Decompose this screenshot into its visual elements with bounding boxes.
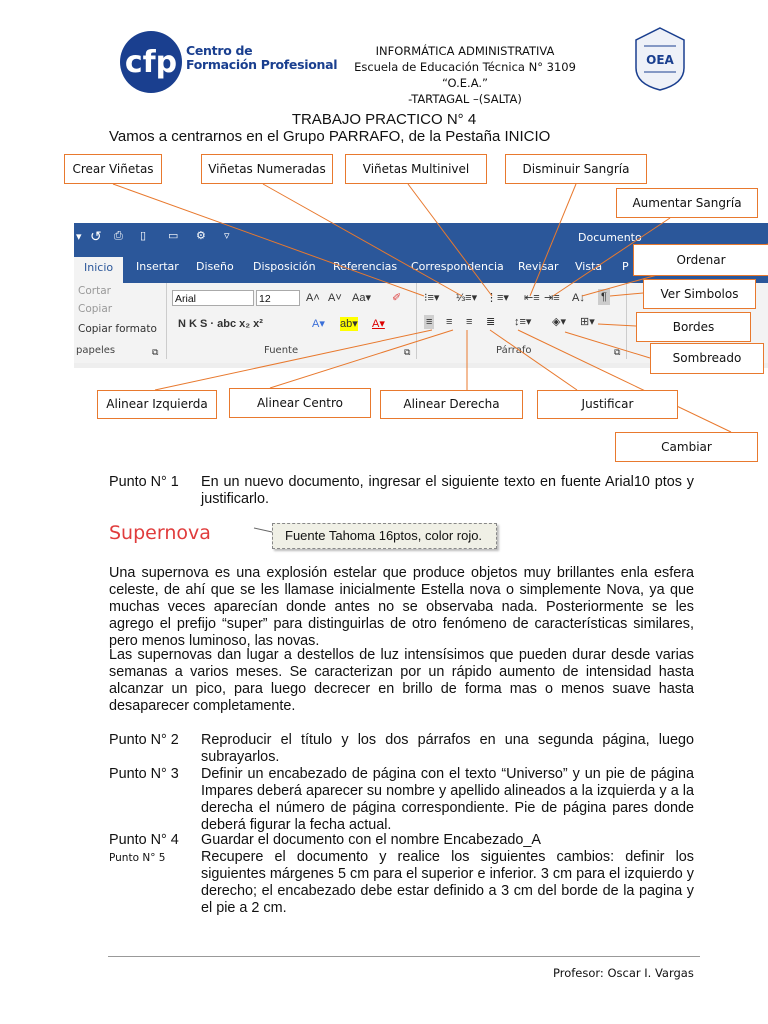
punto3-label: Punto N° 3	[109, 766, 179, 782]
multilevel-icon: ⋮≡▾	[486, 292, 509, 304]
callout-bordes: Bordes	[636, 312, 751, 342]
page-title: TRABAJO PRACTICO N° 4	[291, 111, 477, 128]
footer-divider	[108, 956, 700, 957]
borders-icon: ⊞▾	[580, 316, 595, 328]
group-parrafo-label: Párrafo	[496, 345, 532, 356]
svg-text:OEA: OEA	[646, 53, 674, 67]
font-name-combo: Arial	[172, 290, 254, 306]
punto2-text: Reproducir el título y los dos párrafos en una segunda página, luego subrayarlos.	[201, 732, 694, 765]
dialog-launcher-icon: ⧉	[152, 347, 159, 357]
callout-crear-vinetas: Crear Viñetas	[64, 154, 162, 184]
grow-font-icon: A˄	[306, 292, 320, 304]
shrink-font-icon: A˅	[328, 292, 342, 304]
callout-sombreado: Sombreado	[650, 343, 764, 374]
punto5-text: Recupere el documento y realice los siguientes cambios: definir los siguientes márgenes 5 cm para el superior e inferior. 3 cm para el izquierdo y derecho; el encabezado debe estar definido a 3 cm del borde de la pagina y el pie a 2 cm.	[201, 849, 694, 916]
callout-cambiar: Cambiar	[615, 432, 758, 462]
print-preview-icon: ⎙	[114, 230, 123, 242]
bullets-icon: ⁝≡▾	[424, 292, 440, 304]
supernova-format-note: Fuente Tahoma 16ptos, color rojo.	[272, 523, 497, 549]
callout-vinetas-numeradas: Viñetas Numeradas	[201, 154, 333, 184]
tab-diseno: Diseño	[196, 260, 234, 273]
clear-format-icon: ✐	[392, 292, 402, 304]
callout-ordenar: Ordenar	[633, 244, 768, 276]
tab-inicio: Inicio	[74, 257, 123, 283]
line-bordes	[598, 324, 636, 326]
callout-vinetas-multinivel: Viñetas Multinivel	[345, 154, 487, 184]
copiar-label: Copiar	[78, 303, 113, 315]
align-right-icon: ≡	[466, 316, 473, 328]
callout-alinear-derecha: Alinear Derecha	[380, 390, 523, 419]
new-document-icon: ▯	[140, 230, 147, 242]
callout-ver-simbolos: Ver Simbolos	[643, 279, 756, 309]
callout-disminuir-sangria: Disminuir Sangría	[505, 154, 647, 184]
logo-text: Centro de Formación Profesional	[186, 43, 338, 72]
line-crear-vinetas	[113, 184, 424, 296]
tab-insertar: Insertar	[136, 260, 179, 273]
font-launcher-icon: ⧉	[404, 347, 411, 357]
tab-correspondencia: Correspondencia	[411, 260, 504, 273]
line-simbolos	[610, 293, 643, 296]
punto1-text: En un nuevo documento, ingresar el siguiente texto en fuente Arial10 ptos y justificarlo.	[201, 474, 694, 507]
tab-disposicion: Disposición	[253, 260, 316, 273]
more-icon: ▿	[224, 230, 230, 242]
callout-justificar: Justificar	[537, 390, 678, 419]
shading-icon: ◈▾	[552, 316, 566, 328]
line-disminuir	[530, 184, 576, 296]
save-icon: ▾	[76, 231, 82, 243]
tab-revisar: Revisar	[518, 260, 559, 273]
sort-icon: A↓	[572, 292, 585, 304]
text-effects-icon: A▾	[312, 318, 325, 330]
punto1-label: Punto N° 1	[109, 474, 179, 490]
document-name: Documento	[578, 231, 642, 244]
change-case-icon: Aa▾	[352, 292, 371, 304]
justify-icon: ≣	[486, 316, 496, 328]
callout-alinear-izquierda: Alinear Izquierda	[97, 390, 217, 419]
punto2-label: Punto N° 2	[109, 732, 179, 748]
copiar-formato-label: Copiar formato	[78, 323, 157, 335]
group-fuente-label: Fuente	[264, 345, 299, 356]
callout-aumentar-sangria: Aumentar Sangría	[616, 188, 758, 218]
numbering-icon: ⅓≡▾	[456, 292, 478, 304]
customize-icon: ⚙	[196, 230, 206, 242]
tab-vista: Vista	[575, 260, 603, 273]
align-center-icon: ≡	[446, 316, 453, 328]
punto4-label: Punto N° 4	[109, 832, 179, 848]
line-numeradas	[263, 184, 462, 296]
tab-referencias: Referencias	[333, 260, 398, 273]
open-folder-icon: ▭	[168, 230, 179, 242]
line-spacing-icon: ↕≡▾	[514, 316, 532, 328]
callout-alinear-centro: Alinear Centro	[229, 388, 371, 418]
cortar-label: Cortar	[78, 285, 111, 297]
redo-icon: ↺	[90, 228, 102, 244]
supernova-title: Supernova	[109, 522, 211, 544]
paragraph-1: Una supernova es una explosión estelar que produce objetos muy brillantes enla esfera celeste, de ahí que se les llamase inicialmente Estella nova o simplemente Nova, ya que muchas veces aparecían donde antes no se observaba nada. Posteriormente se les agrego el prefijo “super” para distinguirlas de otro fenómeno de características similares, pero menos luminoso, las novas.	[109, 565, 694, 649]
align-left-icon: ≡	[426, 316, 433, 328]
school-header: INFORMÁTICA ADMINISTRATIVA Escuela de Educación Técnica N° 3109 “O.E.A.” -TARTAGAL –(SALTA)	[354, 44, 576, 106]
svg-text:cfp: cfp	[124, 45, 178, 80]
font-size-combo: 12	[256, 290, 300, 306]
tab-p: P	[622, 260, 629, 273]
group-papeles-label: papeles	[76, 345, 116, 356]
show-symbols-icon: ¶	[598, 289, 610, 305]
font-style-buttons: N K S · abc x₂ x²	[178, 318, 263, 330]
increase-indent-icon: ⇥≡	[544, 292, 560, 304]
punto5-label: Punto N° 5	[109, 852, 166, 864]
intro-text: Vamos a centrarnos en el Grupo PARRAFO, de la Pestaña INICIO	[109, 128, 551, 145]
punto3-text: Definir un encabezado de página con el texto “Universo” y un pie de página Impares deberá aparecer su nombre y apellido alineados a la izquierda y a la derecha el número de página correspondiente. Pie de página pares donde deberá figurar la fecha actual.	[201, 766, 694, 833]
paragraph-launcher-icon: ⧉	[614, 347, 621, 357]
font-color-icon: A▾	[372, 318, 385, 330]
line-multinivel	[408, 184, 492, 296]
note-pointer-icon	[253, 524, 273, 536]
footer-professor: Profesor: Oscar I. Vargas	[553, 966, 694, 980]
decrease-indent-icon: ⇤≡	[524, 292, 540, 304]
punto4-text: Guardar el documento con el nombre Encabezado_A	[201, 832, 541, 848]
highlight-icon: ab▾	[340, 318, 358, 330]
paragraph-2: Las supernovas dan lugar a destellos de luz intensísimos que pueden durar desde varias semanas a varios meses. Se caracterizan por un rápido aumento de intensidad hasta alcanzar un pico, para luego decrecer en brillo de forma mas o menos suave hasta desaparecer completamente.	[109, 647, 694, 714]
line-justificar	[490, 330, 577, 390]
